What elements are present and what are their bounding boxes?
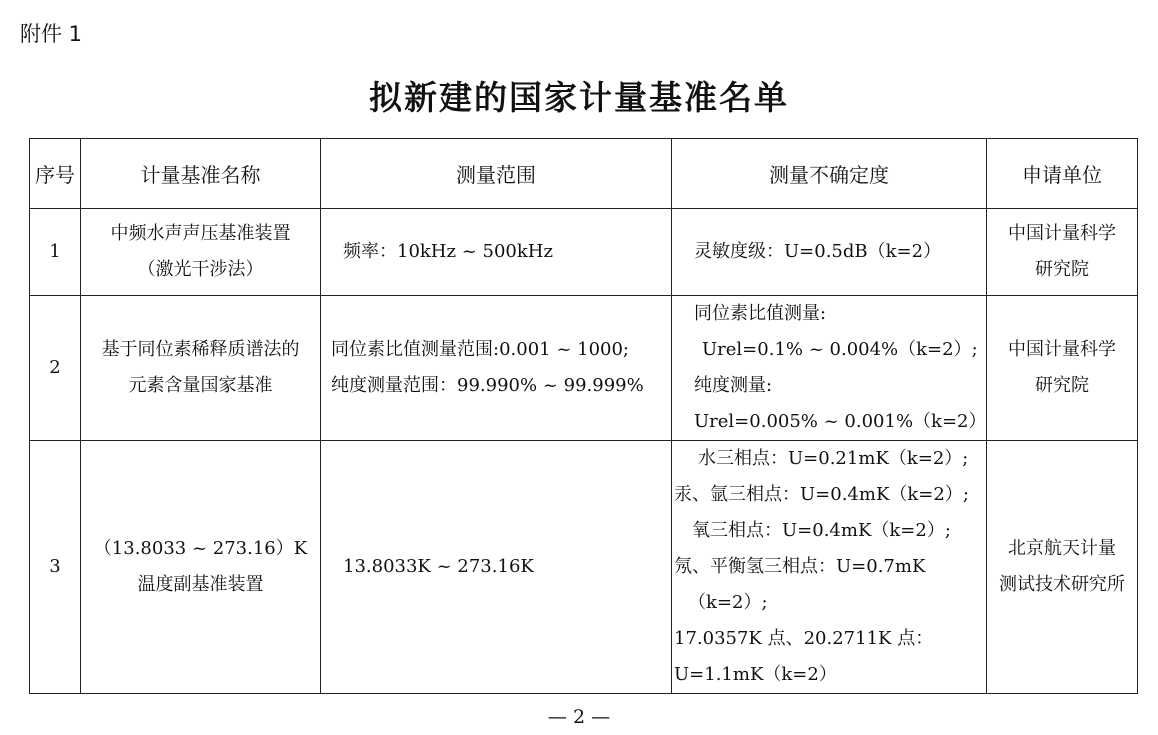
cell-name: 基于同位素稀释质谱法的 元素含量国家基准 — [81, 296, 321, 441]
table-row — [30, 296, 1138, 441]
attachment-label: 附件 1 — [20, 22, 83, 46]
cell-name: 中频水声声压基准装置 （激光干涉法） — [81, 209, 321, 296]
document-title: 拟新建的国家计量基准名单 — [369, 78, 789, 117]
header-unit: 申请单位 — [987, 139, 1138, 209]
standards-table — [29, 138, 1138, 694]
cell-uncertainty: 水三相点：U=0.21mK（k=2）; 汞、氩三相点：U=0.4mK（k=2）; 氧三相点：U=0.4mK（k=2）; 氖、平衡氢三相点：U=0.7mK （k=2）; 17.0357K 点、20.2711K 点： U=1.1mK（k=2） — [672, 441, 987, 694]
cell-range: 频率：10kHz ~ 500kHz — [321, 209, 672, 296]
cell-unit: 北京航天计量 测试技术研究所 — [987, 441, 1138, 694]
cell-unit: 中国计量科学 研究院 — [987, 296, 1138, 441]
table-row — [30, 209, 1138, 296]
cell-no: 3 — [30, 441, 81, 694]
cell-range: 13.8033K ~ 273.16K — [321, 441, 672, 694]
cell-name: （13.8033 ~ 273.16）K 温度副基准装置 — [81, 441, 321, 694]
cell-range: 同位素比值测量范围:0.001 ~ 1000; 纯度测量范围：99.990% ~ 99.999% — [321, 296, 672, 441]
header-name: 计量基准名称 — [81, 139, 321, 209]
table-header-row — [30, 139, 1138, 209]
page-number: — 2 — — [547, 706, 611, 728]
cell-no: 2 — [30, 296, 81, 441]
cell-unit: 中国计量科学 研究院 — [987, 209, 1138, 296]
cell-no: 1 — [30, 209, 81, 296]
header-no: 序号 — [30, 139, 81, 209]
cell-uncertainty: 灵敏度级：U=0.5dB（k=2） — [672, 209, 987, 296]
cell-uncertainty: 同位素比值测量: Urel=0.1% ~ 0.004%（k=2）; 纯度测量: Urel=0.005% ~ 0.001%（k=2） — [672, 296, 987, 441]
header-range: 测量范围 — [321, 139, 672, 209]
table-row — [30, 441, 1138, 694]
header-uncertainty: 测量不确定度 — [672, 139, 987, 209]
